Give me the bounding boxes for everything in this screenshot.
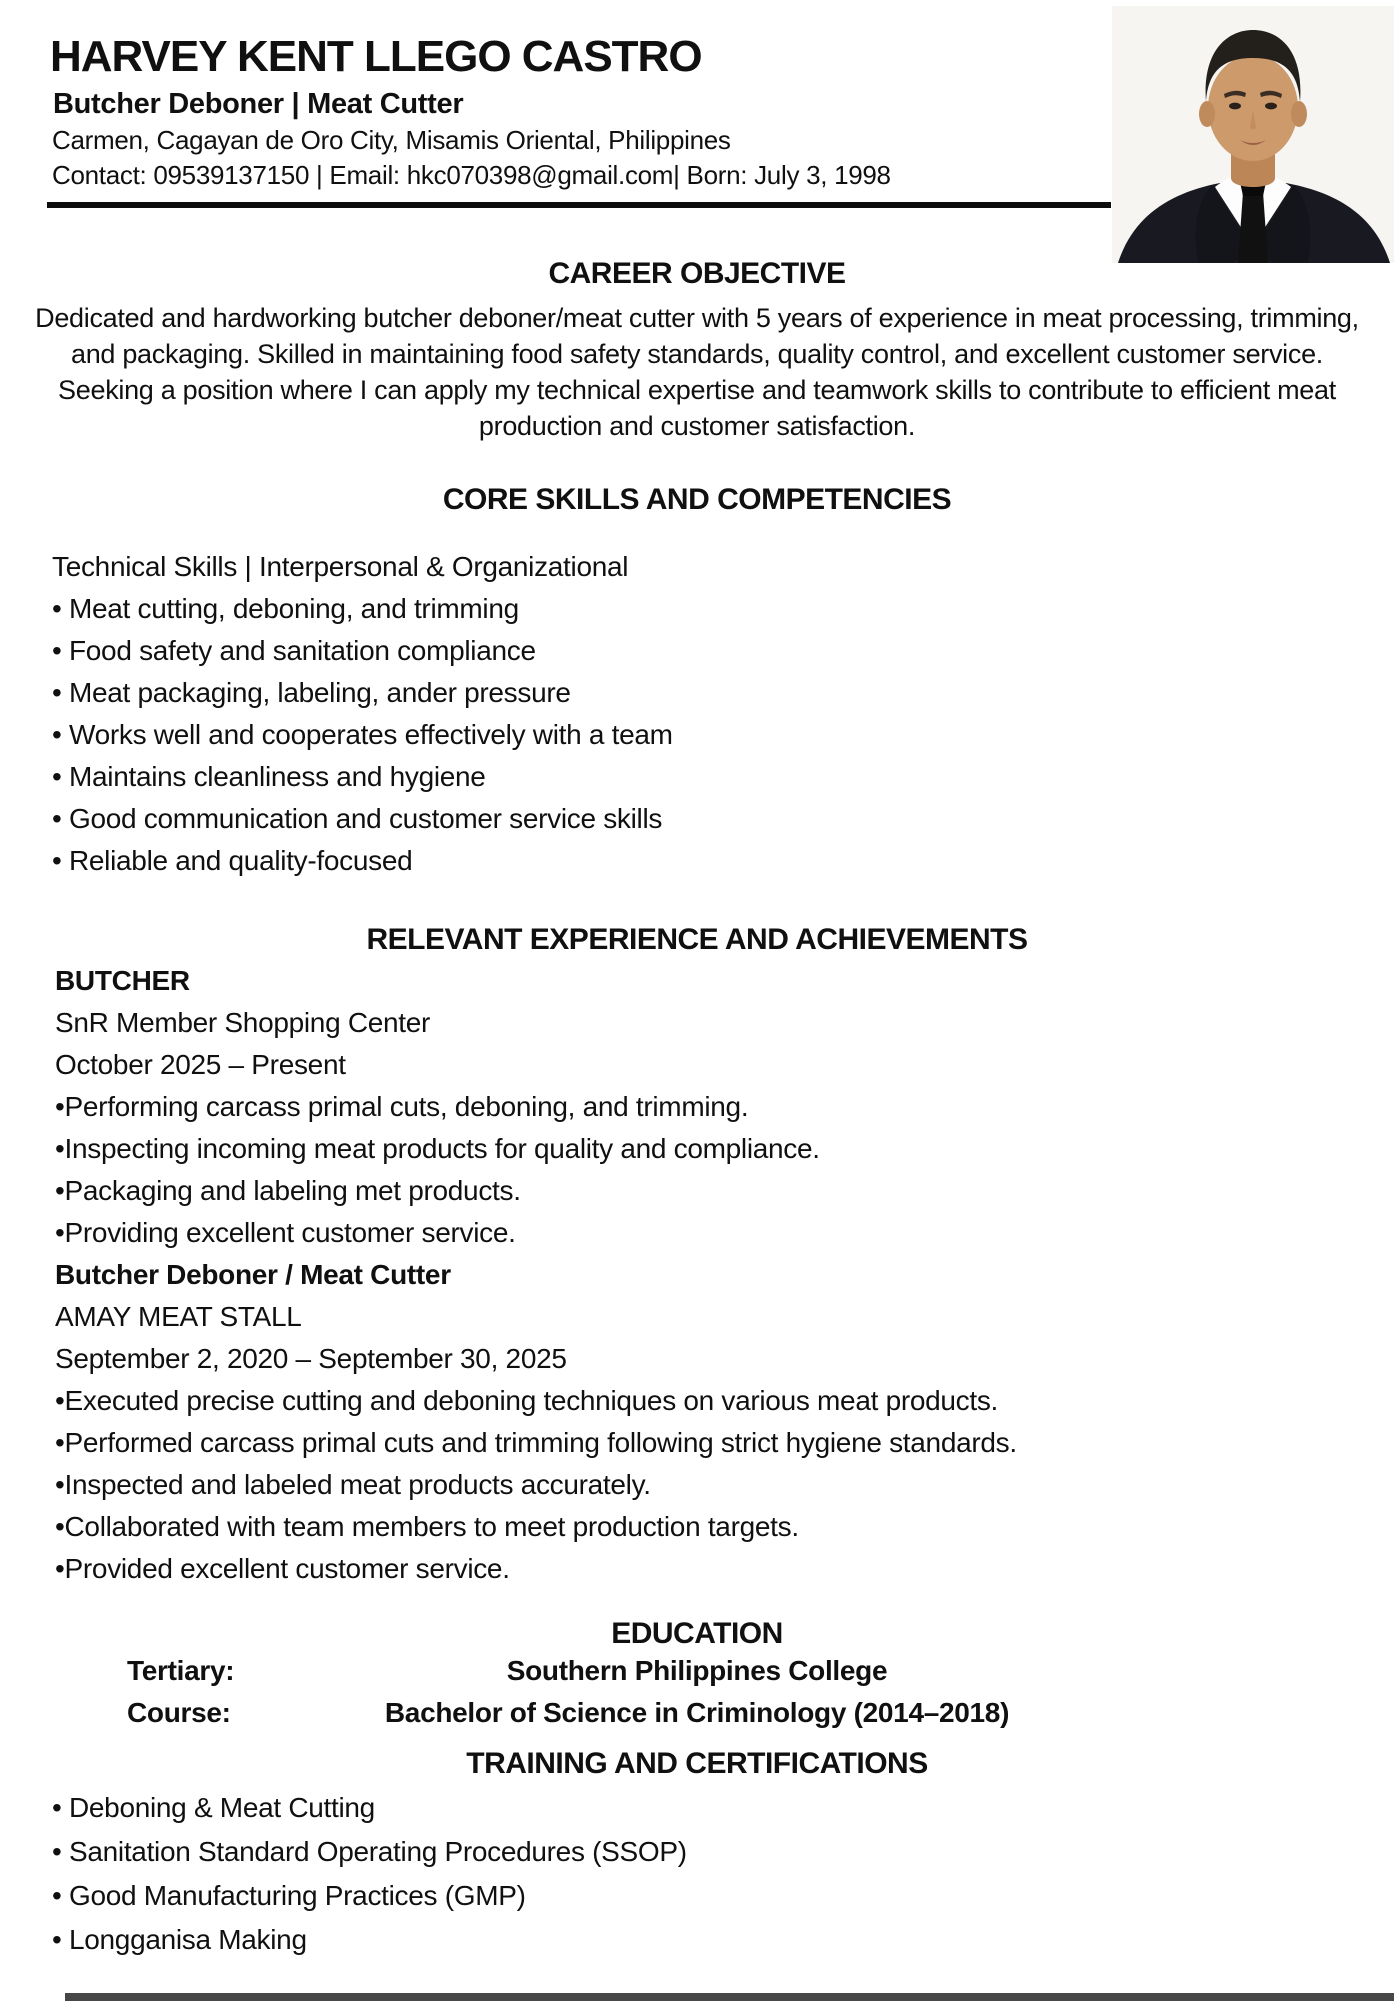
education-row: [0, 1650, 1394, 1692]
section-career-objective: [0, 258, 1394, 444]
portrait-photo: [1112, 6, 1394, 263]
career-objective-text: Dedicated and hardworking butcher deboner/meat cutter with 5 years of experience in meat processing, trimming, and packaging. Skilled in maintaining food safety standards, quality control, and excellent customer service. Seeking a position where I can apply my technical expertise and teamwork skills to contribute to efficient meat production and customer satisfaction.: [35, 303, 1359, 441]
skill-item: • Meat cutting, deboning, and trimming: [0, 588, 1394, 630]
header-divider: [47, 202, 1111, 208]
training-item: • Longganisa Making: [0, 1918, 1394, 1962]
job-role: BUTCHER: [55, 965, 190, 996]
education-school: Southern Philippines College: [506, 1655, 888, 1686]
face: [1208, 55, 1298, 161]
job-duty: • Inspected and labeled meat products accurately.: [55, 1464, 1394, 1506]
job-company: AMAY MEAT STALL: [55, 1301, 302, 1332]
core-skills-subheading: Technical Skills | Interpersonal & Organizational: [52, 551, 629, 582]
career-objective-heading: CAREER OBJECTIVE: [548, 257, 846, 290]
person-name: HARVEY KENT LLEGO CASTRO: [50, 32, 702, 81]
education-row: [0, 1692, 1394, 1734]
job-entry: [0, 960, 1394, 1254]
training-item: • Good Manufacturing Practices (GMP): [0, 1874, 1394, 1918]
skill-item: • Good communication and customer service skills: [0, 798, 1394, 840]
job-duty: • Provided excellent customer service.: [55, 1548, 1394, 1590]
training-heading: TRAINING AND CERTIFICATIONS: [466, 1747, 928, 1780]
job-company: SnR Member Shopping Center: [55, 1007, 431, 1038]
header: [0, 0, 1394, 210]
job-duty: • Packaging and labeling met products.: [55, 1170, 1394, 1212]
bottom-divider: [65, 1993, 1394, 2001]
training-item: • Deboning & Meat Cutting: [0, 1786, 1394, 1830]
education-heading: EDUCATION: [611, 1617, 783, 1650]
tie: [1238, 192, 1268, 263]
skill-item: • Works well and cooperates effectively with a team: [0, 714, 1394, 756]
core-skills-heading: CORE SKILLS AND COMPETENCIES: [442, 483, 952, 516]
skill-item: • Meat packaging, labeling, ander pressure: [0, 672, 1394, 714]
contact-line: Contact: 09539137150 | Email: hkc070398@gmail.com| Born: July 3, 1998: [52, 160, 891, 191]
job-duty: • Providing excellent customer service.: [55, 1212, 1394, 1254]
section-training: [0, 1748, 1394, 1962]
training-item: • Sanitation Standard Operating Procedures (SSOP): [0, 1830, 1394, 1874]
experience-heading: RELEVANT EXPERIENCE AND ACHIEVEMENTS: [366, 923, 1028, 956]
skill-item: • Food safety and sanitation compliance: [0, 630, 1394, 672]
job-role: Butcher Deboner / Meat Cutter: [55, 1259, 451, 1290]
skill-item: • Reliable and quality-focused: [0, 840, 1394, 882]
education-level-label: Tertiary:: [127, 1655, 235, 1686]
education-course: Bachelor of Science in Criminology (2014–2018): [384, 1697, 1010, 1728]
job-duty: • Performed carcass primal cuts and trimming following strict hygiene standards.: [55, 1422, 1394, 1464]
job-duty: • Performing carcass primal cuts, deboning, and trimming.: [55, 1086, 1394, 1128]
skill-item: • Maintains cleanliness and hygiene: [0, 756, 1394, 798]
job-duty: • Collaborated with team members to meet production targets.: [55, 1506, 1394, 1548]
job-duty: • Inspecting incoming meat products for quality and compliance.: [55, 1128, 1394, 1170]
job-entry: [0, 1254, 1394, 1590]
education-course-label: Course:: [127, 1697, 231, 1728]
training-list: [0, 1786, 1394, 1962]
person-address: Carmen, Cagayan de Oro City, Misamis Oriental, Philippines: [52, 125, 731, 156]
section-experience: [0, 924, 1394, 1590]
section-education: [0, 1618, 1394, 1734]
person-job-title: Butcher Deboner | Meat Cutter: [53, 88, 464, 121]
job-dates: September 2, 2020 – September 30, 2025: [55, 1343, 567, 1374]
job-duty: • Executed precise cutting and deboning techniques on various meat products.: [55, 1380, 1394, 1422]
job-dates: October 2025 – Present: [55, 1049, 346, 1080]
section-core-skills: [0, 484, 1394, 882]
